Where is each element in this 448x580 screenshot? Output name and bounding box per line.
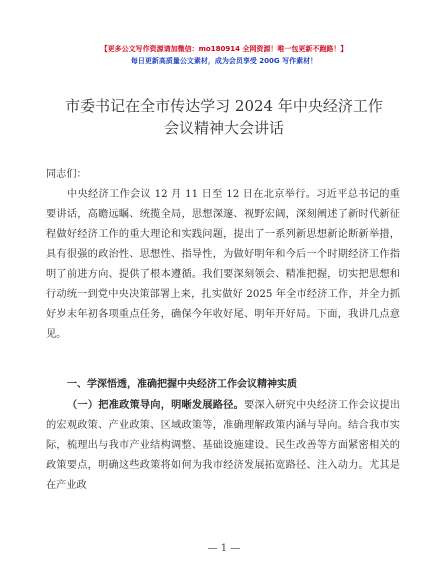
paragraph-section-1-1 [46,395,400,496]
page-number: — 1 — [207,543,241,554]
paragraph-body: 要深入研究中央经济工作会议提出的宏观政策、产业政策、区域政策等，准确理解政策内涵与导向。结合我市实际，梳理出与我市产业结构调整、基础设施建设、民生改善等方面紧密相关的政策要点，明确这些政策将如何为我市经济发展拓宽路径、注入动力。尤其是在产业政 [46,400,401,491]
paragraph-lead: （一）把准政策导向，明晰发展路径。 [67,399,245,411]
document-title-line1: 市委书记在全市传达学习 2024 年中央经济工作 [65,97,383,115]
section-heading-1: 一、学深悟透，准确把握中央经济工作会议精神实质 [67,379,297,390]
salutation: 同志们： [46,169,87,180]
promo-banner-line2: 每日更新高质量公文素材，成为会员享受 200G 写作素材！ [130,57,318,65]
document-title-line2: 会议精神大会讲话 [163,119,284,137]
promo-banner-line1: 【更多公文写作资源请加微信：mo180914 全网资源！唯一包更新不跑路！】 [100,45,348,53]
paragraph-intro: 中央经济工作会议 12 月 11 日至 12 日在北京举行。习近平总书记的重要讲话，高瞻远瞩、统揽全局，思想深邃、视野宏阔，深刻阐述了新时代新征程做好经济工作的重大理论和实践问题，提出了一系列新思想新论断新举措，具有很强的政治性、思想性、指导性，为做好明年和今后一个时期经济工作指明了前进方向、提供了根本遵循。我们要深刻领会、精准把握，切实把思想和行动统一到党中央决策部署上来，扎实做好 2025 年全市经济工作，并全力抓好岁末年初各项重点任务，确保今年收好尾、明年开好局。下面，我讲几点意见。 [46,189,400,340]
